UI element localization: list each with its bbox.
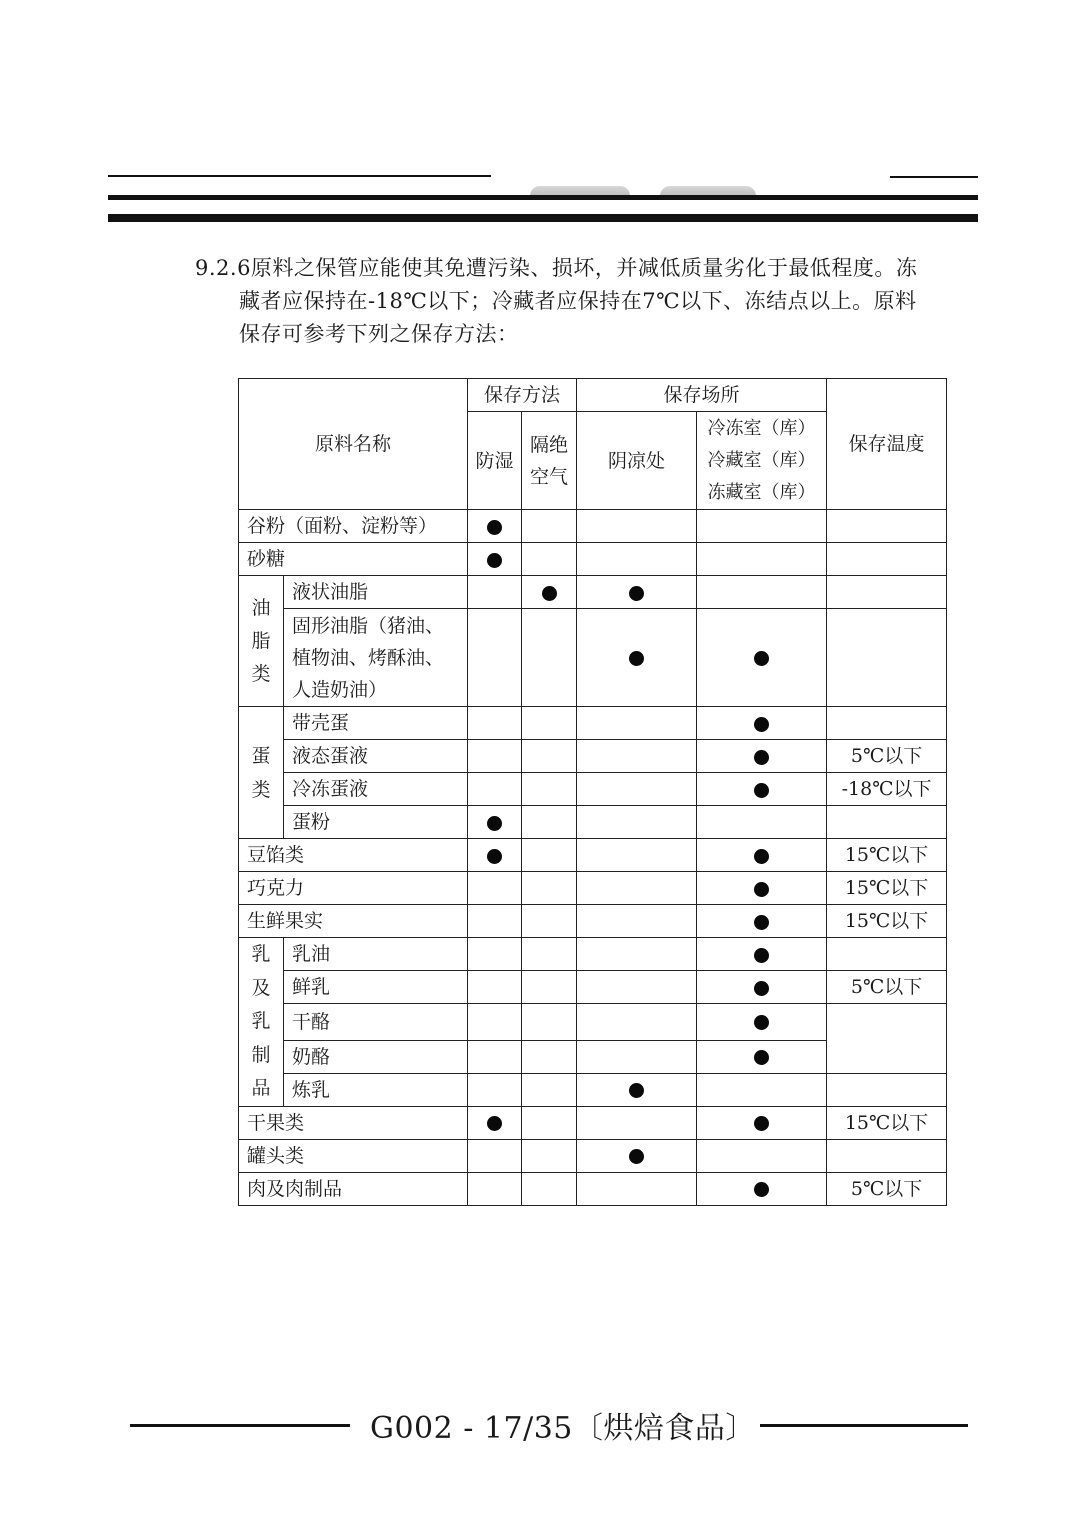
table-row (239, 543, 947, 576)
header-moisture-proof: 防湿 (468, 412, 522, 510)
filled-dot-icon (754, 651, 769, 666)
table-cell (468, 905, 522, 938)
cell-temperature: -18℃以下 (827, 773, 947, 806)
row-name: 豆馅类 (239, 839, 468, 872)
table-cell (697, 576, 827, 609)
cell-cold (697, 609, 827, 707)
cell-cold (697, 938, 827, 971)
table-row (239, 839, 947, 872)
cell-cold (697, 905, 827, 938)
intro-paragraph (195, 252, 955, 351)
row-name: 蛋粉 (284, 806, 468, 839)
row-name: 炼乳 (284, 1073, 468, 1106)
table-cell (468, 1040, 522, 1073)
row-name: 固形油脂（猪油、 植物油、烤酥油、 人造奶油） (284, 609, 468, 707)
cell-cold (697, 740, 827, 773)
footer-page-label: G002 - 17/35〔烘焙食品〕 (370, 1411, 756, 1446)
table-cell (522, 609, 577, 707)
table-cell (697, 543, 827, 576)
table-cell (577, 740, 697, 773)
table-cell (468, 1139, 522, 1172)
row-name: 乳油 (284, 938, 468, 971)
cell-moisture (468, 510, 522, 543)
cell-cold (697, 1172, 827, 1205)
filled-dot-icon (754, 882, 769, 897)
table-row (239, 609, 947, 707)
row-name: 罐头类 (239, 1139, 468, 1172)
header-rule-top-right (890, 176, 978, 178)
row-name: 液状油脂 (284, 576, 468, 609)
table-cell (697, 1139, 827, 1172)
group-label-text: 乳及乳制品 (251, 943, 271, 1099)
filled-dot-icon (754, 717, 769, 732)
filled-dot-icon (754, 915, 769, 930)
table-cell (522, 872, 577, 905)
table-cell (522, 1139, 577, 1172)
filled-dot-icon (487, 849, 502, 864)
footer-rule-left (130, 1424, 350, 1427)
table-row (239, 905, 947, 938)
cell-temperature: 15℃以下 (827, 905, 947, 938)
table-cell (468, 1172, 522, 1205)
table-cell (577, 1106, 697, 1139)
cell-cool (577, 609, 697, 707)
table-cell (522, 938, 577, 971)
row-name: 巧克力 (239, 872, 468, 905)
cell-cold (697, 773, 827, 806)
table-cell (577, 905, 697, 938)
row-name: 肉及肉制品 (239, 1172, 468, 1205)
row-name: 鲜乳 (284, 971, 468, 1004)
row-name: 干酪 (284, 1004, 468, 1041)
table-row (239, 971, 947, 1004)
table-cell (468, 1073, 522, 1106)
header-storage-place: 保存场所 (577, 379, 827, 412)
cell-moisture (468, 1106, 522, 1139)
table-cell (468, 971, 522, 1004)
paragraph-line: 藏者应保持在-18℃以下；冷藏者应保持在7℃以下、冻结点以上。原料 (239, 289, 917, 313)
table-cell (522, 773, 577, 806)
header-material-name: 原料名称 (239, 379, 468, 510)
filled-dot-icon (754, 1182, 769, 1197)
table-cell (577, 806, 697, 839)
table-row (239, 1106, 947, 1139)
filled-dot-icon (629, 586, 644, 601)
table-row (239, 806, 947, 839)
header-rule-top-left (108, 175, 491, 177)
table-cell (577, 707, 697, 740)
cell-cold (697, 872, 827, 905)
row-name: 干果类 (239, 1106, 468, 1139)
cell-cool (577, 1073, 697, 1106)
row-name: 液态蛋液 (284, 740, 468, 773)
table-cell (522, 1073, 577, 1106)
table-cell (468, 576, 522, 609)
table-row (239, 1073, 947, 1106)
row-name: 奶酪 (284, 1040, 468, 1073)
row-name: 谷粉（面粉、淀粉等） (239, 510, 468, 543)
table-cell (827, 806, 947, 839)
table-cell (577, 543, 697, 576)
filled-dot-icon (754, 1015, 769, 1030)
header-cool-place: 阴凉处 (577, 412, 697, 510)
cell-temperature-empty (827, 1004, 947, 1074)
table-row (239, 510, 947, 543)
filled-dot-icon (542, 586, 557, 601)
table-cell (522, 905, 577, 938)
cell-temperature: 15℃以下 (827, 872, 947, 905)
header-storage-temperature: 保存温度 (827, 379, 947, 510)
table-cell (522, 806, 577, 839)
cell-temperature: 5℃以下 (827, 971, 947, 1004)
table-cell (468, 707, 522, 740)
row-name: 砂糖 (239, 543, 468, 576)
header-storage-method: 保存方法 (468, 379, 577, 412)
cell-moisture (468, 806, 522, 839)
header-rule-thick (108, 214, 978, 222)
cell-cool (577, 1139, 697, 1172)
table-cell (522, 1040, 577, 1073)
table-cell (827, 609, 947, 707)
table-cell (577, 1040, 697, 1073)
table-cell (697, 510, 827, 543)
cell-cold (697, 707, 827, 740)
footer-rule-right (760, 1424, 968, 1427)
row-name: 带壳蛋 (284, 707, 468, 740)
table-row (239, 576, 947, 609)
table-cell (522, 1004, 577, 1041)
cell-temperature: 15℃以下 (827, 839, 947, 872)
table-row (239, 872, 947, 905)
paragraph-line: 保存可参考下列之保存方法： (239, 322, 519, 346)
table-cell (827, 1073, 947, 1106)
cell-temperature: 5℃以下 (827, 1172, 947, 1205)
table-cell (522, 971, 577, 1004)
table-cell (468, 1004, 522, 1041)
filled-dot-icon (487, 553, 502, 568)
table-cell (522, 1172, 577, 1205)
table-row (239, 938, 947, 971)
table-row (239, 1172, 947, 1205)
table-cell (468, 609, 522, 707)
table-cell (468, 773, 522, 806)
filled-dot-icon (754, 948, 769, 963)
table-cell (468, 938, 522, 971)
table-cell (522, 510, 577, 543)
group-label-egg (239, 707, 284, 839)
filled-dot-icon (487, 520, 502, 535)
row-name: 冷冻蛋液 (284, 773, 468, 806)
row-name: 生鲜果实 (239, 905, 468, 938)
cell-cold (697, 971, 827, 1004)
table-cell (827, 510, 947, 543)
filled-dot-icon (629, 1149, 644, 1164)
filled-dot-icon (754, 981, 769, 996)
table-row (239, 1139, 947, 1172)
cell-cold (697, 1106, 827, 1139)
cell-temperature: 5℃以下 (827, 740, 947, 773)
cell-cool (577, 576, 697, 609)
table-cell (577, 1172, 697, 1205)
cell-cold (697, 839, 827, 872)
table-cell (577, 872, 697, 905)
filled-dot-icon (629, 1083, 644, 1098)
table-cell (577, 773, 697, 806)
filled-dot-icon (754, 849, 769, 864)
group-label-text: 油脂类 (251, 596, 271, 685)
table-row (239, 773, 947, 806)
table-cell (577, 971, 697, 1004)
filled-dot-icon (754, 1116, 769, 1131)
table-cell (827, 576, 947, 609)
paragraph-line: 9.2.6原料之保管应能使其免遭污染、损坏，并减低质量劣化于最低程度。冻 (195, 256, 918, 280)
cell-temperature: 15℃以下 (827, 1106, 947, 1139)
group-label-dairy (239, 938, 284, 1107)
filled-dot-icon (754, 783, 769, 798)
header-airtight: 隔绝空气 (522, 412, 577, 510)
filled-dot-icon (487, 1116, 502, 1131)
table-cell (468, 872, 522, 905)
filled-dot-icon (754, 1050, 769, 1065)
cell-cold (697, 1004, 827, 1041)
cell-cold (697, 1040, 827, 1073)
table-cell (522, 1106, 577, 1139)
table-cell (827, 938, 947, 971)
table-cell (827, 1139, 947, 1172)
table-cell (577, 510, 697, 543)
table-cell (697, 806, 827, 839)
table-cell (827, 707, 947, 740)
cell-moisture (468, 543, 522, 576)
header-cold-storage: 冷冻室（库） 冷藏室（库） 冻藏室（库） (697, 412, 827, 510)
table-row (239, 740, 947, 773)
table-cell (577, 938, 697, 971)
table-cell (577, 1004, 697, 1041)
cell-moisture (468, 839, 522, 872)
group-label-oil (239, 576, 284, 707)
table-cell (522, 740, 577, 773)
table-row (239, 1004, 947, 1041)
table-cell (522, 707, 577, 740)
table-cell (827, 543, 947, 576)
table-row (239, 707, 947, 740)
table-cell (577, 839, 697, 872)
table-cell (522, 839, 577, 872)
table-cell (697, 1073, 827, 1106)
cell-airtight (522, 576, 577, 609)
header-rule-thick (108, 195, 978, 200)
filled-dot-icon (487, 816, 502, 831)
table-cell (468, 740, 522, 773)
group-label-text: 蛋类 (251, 744, 271, 801)
table-cell (522, 543, 577, 576)
storage-table (238, 378, 947, 1206)
filled-dot-icon (629, 651, 644, 666)
filled-dot-icon (754, 750, 769, 765)
